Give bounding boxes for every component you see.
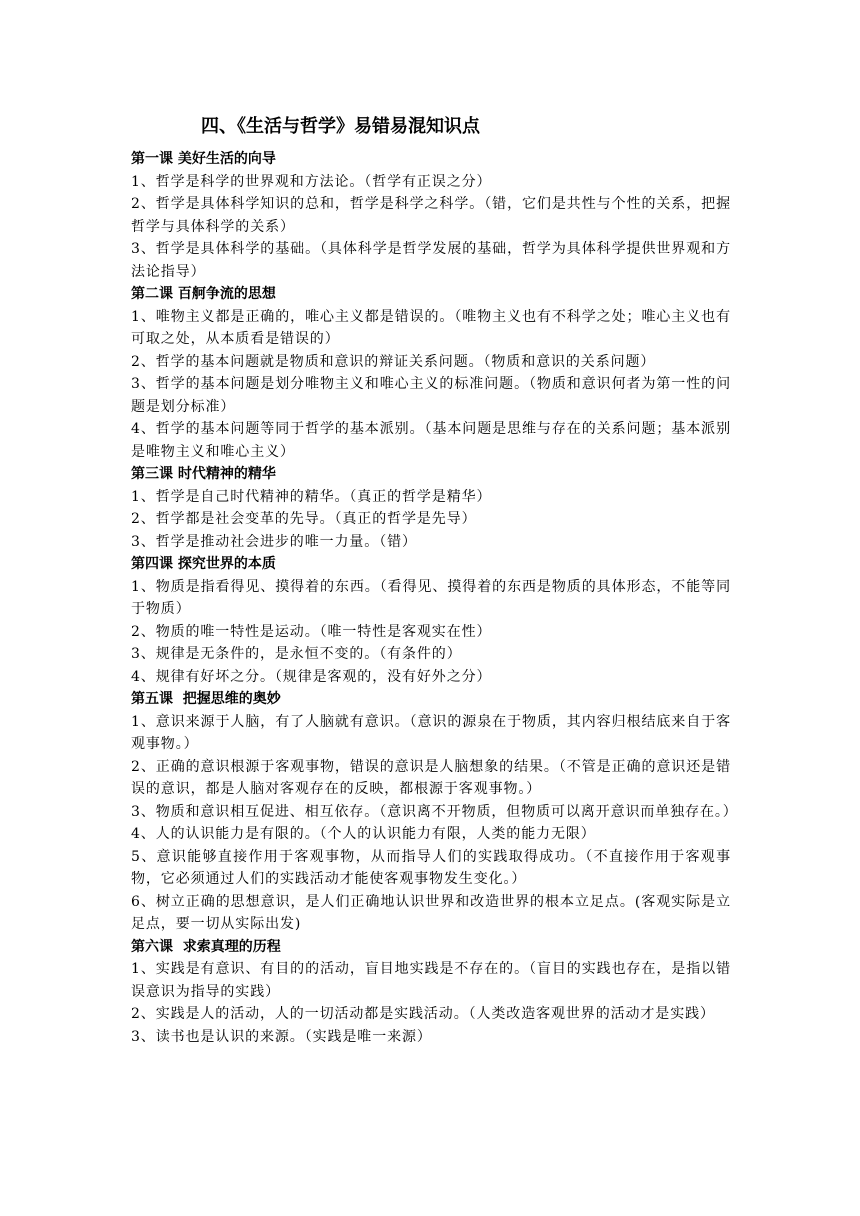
section-lesson-1 xyxy=(131,148,731,283)
list-item: 2、实践是人的活动，人的一切活动都是实践活动。（人类改造客观世界的活动才是实践） xyxy=(131,1006,715,1022)
list-item: 3、规律是无条件的，是永恒不变的。（有条件的） xyxy=(131,646,462,662)
section-lesson-2 xyxy=(131,283,731,463)
section-heading: 第三课 时代精神的精华 xyxy=(131,466,276,482)
list-item: 1、实践是有意识、有目的的活动，盲目地实践是不存在的。（盲目的实践也存在，是指以错误意识为指导的实践） xyxy=(131,961,731,1000)
section-lesson-6 xyxy=(131,936,731,1049)
section-heading: 第二课 百舸争流的思想 xyxy=(131,286,276,302)
list-item: 6、树立正确的思想意识，是人们正确地认识世界和改造世界的根本立足点。(客观实际是立足点，要一切从实际出发) xyxy=(131,893,731,932)
list-item: 1、唯物主义都是正确的，唯心主义都是错误的。（唯物主义也有不科学之处；唯心主义也有可取之处，从本质看是错误的） xyxy=(131,308,731,347)
section-heading: 第四课 探究世界的本质 xyxy=(131,556,276,572)
list-item: 2、物质的唯一特性是运动。（唯一特性是客观实在性） xyxy=(131,623,492,640)
list-item: 4、哲学的基本问题等同于哲学的基本派别。（基本问题是思维与存在的关系问题；基本派别是唯物主义和唯心主义） xyxy=(131,421,731,460)
list-item: 2、哲学都是社会变革的先导。（真正的哲学是先导） xyxy=(131,511,477,527)
list-item: 2、哲学的基本问题就是物质和意识的辩证关系问题。（物质和意识的关系问题） xyxy=(131,353,656,370)
list-item: 1、哲学是科学的世界观和方法论。（哲学有正误之分） xyxy=(131,173,492,190)
list-item: 5、意识能够直接作用于客观事物，从而指导人们的实践取得成功。（不直接作用于客观事物，它必须通过人们的实践活动才能使客观事物发生变化。） xyxy=(131,848,731,887)
section-lesson-3 xyxy=(131,463,731,553)
list-item: 1、意识来源于人脑，有了人脑就有意识。（意识的源泉在于物质，其内容归根结底来自于客观事物。） xyxy=(131,713,731,752)
list-item: 3、物质和意识相互促进、相互依存。（意识离不开物质，但物质可以离开意识而单独存在。） xyxy=(131,803,738,820)
list-item: 1、哲学是自己时代精神的精华。（真正的哲学是精华） xyxy=(131,488,492,505)
list-item: 1、物质是指看得见、摸得着的东西。（看得见、摸得着的东西是物质的具体形态，不能等同于物质） xyxy=(131,578,731,617)
document-page xyxy=(131,112,738,1048)
section-heading: 第一课 美好生活的向导 xyxy=(131,151,276,167)
list-item: 4、规律有好坏之分。（规律是客观的，没有好外之分） xyxy=(131,668,492,685)
section-heading: 第五课 把握思维的奥妙 xyxy=(131,691,281,707)
document-title: 四、《生活与哲学》易错易混知识点 xyxy=(201,116,480,137)
list-item: 3、哲学是具体科学的基础。（具体科学是哲学发展的基础，哲学为具体科学提供世界观和方法论指导） xyxy=(131,241,731,280)
list-item: 2、哲学是具体科学知识的总和，哲学是科学之科学。（错，它们是共性与个性的关系，把握哲学与具体科学的关系） xyxy=(131,196,731,235)
list-item: 3、哲学的基本问题是划分唯物主义和唯心主义的标准问题。（物质和意识何者为第一性的问题是划分标准） xyxy=(131,376,731,415)
list-item: 2、正确的意识根源于客观事物，错误的意识是人脑想象的结果。（不管是正确的意识还是错误的意识，都是人脑对客观存在的反映，都根源于客观事物。） xyxy=(131,758,731,797)
list-item: 4、人的认识能力是有限的。（个人的认识能力有限，人类的能力无限） xyxy=(131,826,596,842)
section-lesson-5 xyxy=(131,688,738,936)
list-item: 3、哲学是推动社会进步的唯一力量。（错） xyxy=(131,533,417,550)
section-lesson-4 xyxy=(131,553,731,688)
section-heading: 第六课 求索真理的历程 xyxy=(131,938,281,955)
list-item: 3、读书也是认识的来源。（实践是唯一来源） xyxy=(131,1028,432,1045)
